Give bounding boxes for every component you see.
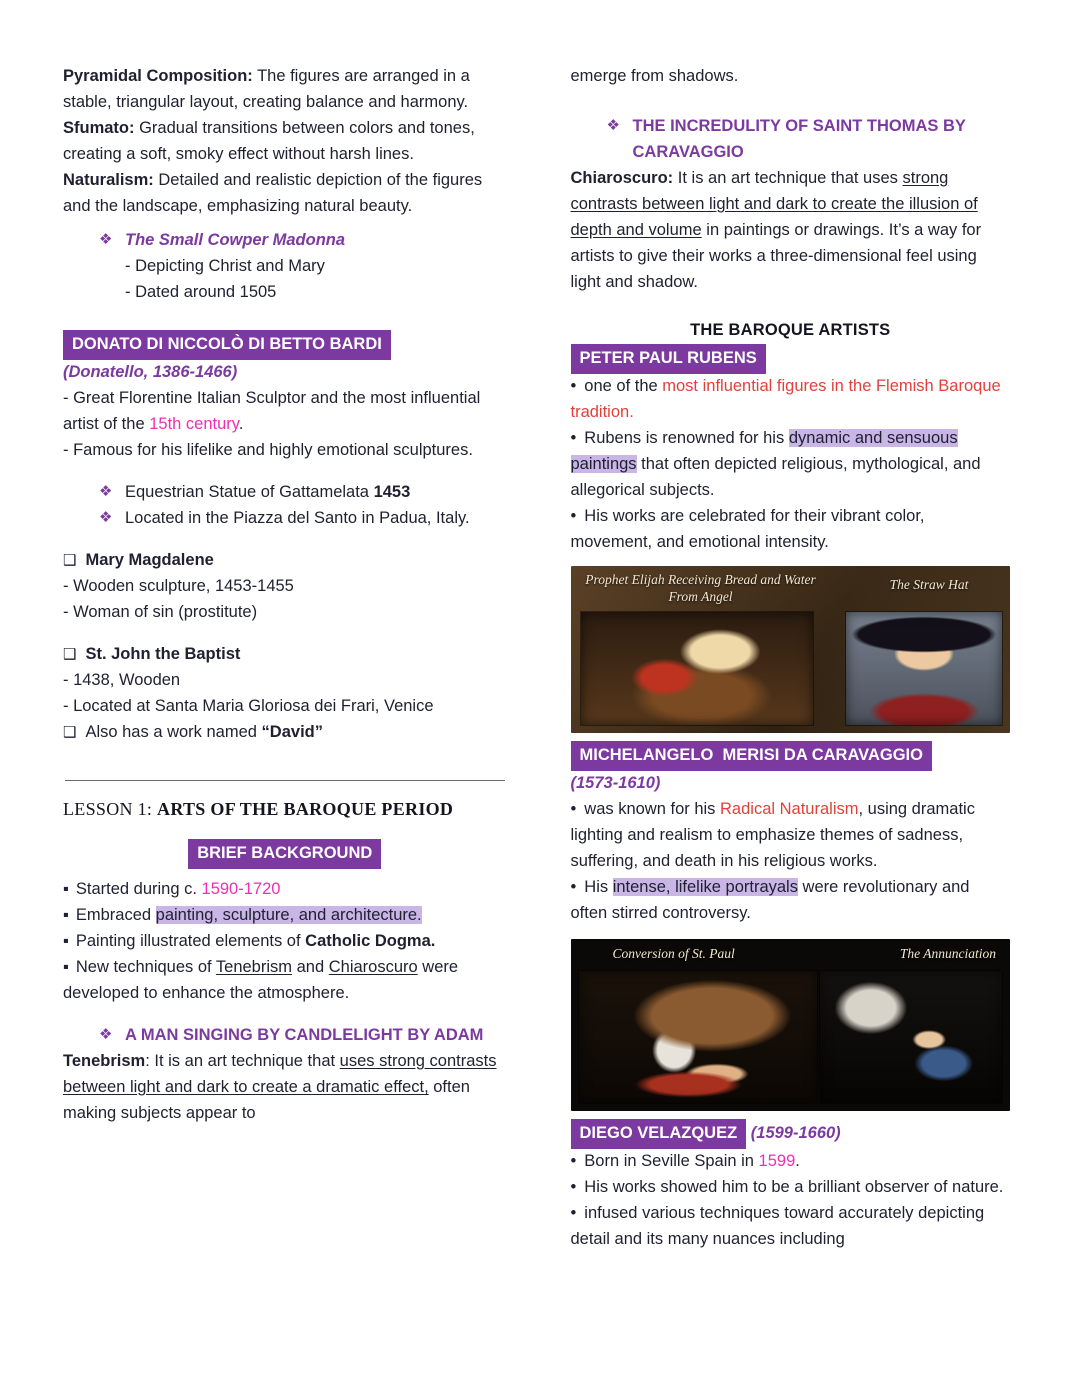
dot-bullet-icon: • — [570, 1203, 577, 1222]
donatello-header: DONATO DI NICCOLÒ DI BETTO BARDI — [63, 330, 391, 360]
incredulity-title: THE INCREDULITY OF SAINT THOMAS BY CARAVAGGIO — [632, 116, 966, 161]
velazquez-p1-period: . — [795, 1151, 800, 1170]
caravaggio-p1 — [571, 797, 1011, 875]
gattamelata-text: Equestrian Statue of Gattamelata — [125, 482, 374, 501]
gattamelata-year: 1453 — [373, 482, 411, 501]
annunciation-painting — [820, 971, 1002, 1103]
square-bullet-icon: ▪ — [63, 905, 69, 924]
fifteenth-century: 15th century — [149, 414, 239, 433]
velazquez-header: DIEGO VELAZQUEZ — [571, 1119, 747, 1149]
square-bullet-icon: ▪ — [63, 957, 69, 976]
lesson-label: LESSON 1: — [63, 798, 158, 819]
caravaggio-header: MICHELANGELO MERISI DA CARAVAGGIO — [571, 741, 932, 771]
bg3-bold: Catholic Dogma. — [305, 931, 436, 950]
right-column — [571, 64, 1011, 1253]
donatello-p2: - Famous for his lifelike and highly emotional sculptures. — [63, 440, 473, 459]
caravaggio-p2 — [571, 875, 1011, 927]
sfumato-text: Gradual transitions between colors and tones, creating a soft, smoky effect without harsh lines. — [63, 118, 475, 163]
rubens-p3-text: His works are celebrated for their vibrant color, movement, and emotional intensity. — [570, 506, 925, 551]
caravaggio-years: (1573-1610) — [570, 773, 661, 792]
caravaggio-paintings-figure — [571, 939, 1011, 1111]
gattamelata-location-item — [63, 506, 507, 532]
dot-bullet-icon: • — [570, 506, 577, 525]
bg2-highlight: painting, sculpture, and architecture. — [155, 905, 422, 924]
lesson-heading — [63, 795, 507, 823]
diamond-bullet-icon: ❖ — [606, 116, 620, 134]
brief-background-wrap — [63, 839, 507, 869]
elijah-caption: Prophet Elijah Receiving Bread and Water From Angel — [585, 571, 816, 605]
velazquez-p2 — [571, 1175, 1011, 1201]
bg-item-4 — [63, 955, 507, 1007]
velazquez-p3-text: infused various techniques toward accurately depicting detail and its many nuances including — [570, 1203, 985, 1248]
incredulity-item — [571, 114, 1011, 166]
rubens-p2-tail: that often depicted religious, mythological, and allegorical subjects. — [570, 454, 981, 499]
bg4-chiaroscuro: Chiaroscuro — [328, 957, 418, 976]
velazquez-header-wrap — [571, 1119, 1011, 1149]
bg4-tenebrism: Tenebrism — [215, 957, 293, 976]
mary-magdalene-title: Mary Magdalene — [85, 550, 214, 569]
madonna-list-item — [63, 228, 507, 306]
continuation-text: emerge from shadows. — [570, 67, 739, 85]
chiaroscuro-t1: It is an art technique that uses — [673, 168, 903, 187]
caravaggio-p2-highlight: intense, lifelike portrayals — [612, 877, 798, 896]
mary-p2: - Woman of sin (prostitute) — [63, 602, 258, 621]
straw-hat-caption: The Straw Hat — [889, 576, 969, 592]
checkbox-icon: ❑ — [63, 723, 77, 741]
tenebrism-t2: often making subjects appear to — [63, 1077, 470, 1122]
caravaggio-p2-tail: were revolutionary and often stirred controversy. — [570, 877, 970, 922]
term-pyramidal: Pyramidal Composition: — [63, 67, 253, 85]
velazquez-p3 — [571, 1201, 1011, 1253]
mary-magdalene-item — [63, 548, 507, 574]
caravaggio-p1-tail: , using dramatic lighting and realism to emphasize themes of sadness, suffering, and death in his religious works. — [570, 799, 975, 870]
term-naturalism: Naturalism: — [63, 170, 154, 189]
square-bullet-icon: ▪ — [63, 931, 69, 950]
donatello-years: (Donatello, 1386-1466) — [63, 362, 238, 381]
madonna-title: The Small Cowper Madonna — [125, 230, 346, 249]
diamond-bullet-icon: ❖ — [99, 508, 113, 526]
chiaroscuro-underlined: strong contrasts between light and dark to create the illusion of depth and volume — [570, 168, 978, 239]
section-divider — [65, 780, 505, 781]
mary-p1: - Wooden sculpture, 1453-1455 — [63, 576, 294, 595]
gattamelata-body — [125, 480, 507, 506]
candlelight-item — [63, 1023, 507, 1049]
dot-bullet-icon: • — [570, 428, 577, 447]
donatello-p1 — [63, 386, 507, 438]
tenebrism-term: Tenebrism — [63, 1051, 146, 1070]
velazquez-p1-text: Born in Seville Spain in — [584, 1151, 759, 1170]
tenebrism-underlined: uses strong contrasts between light and dark to create a dramatic effect, — [63, 1051, 497, 1096]
velazquez-years: (1599-1660) — [746, 1123, 841, 1142]
bg1-text: Started during c. — [75, 879, 202, 898]
naturalism-text: Detailed and realistic depiction of the figures and the landscape, emphasizing natural beauty. — [63, 170, 483, 215]
rubens-p1-red: most influential figures in the Flemish Baroque tradition. — [570, 376, 1001, 421]
pyramidal-composition-para — [63, 64, 507, 116]
sfumato-para — [63, 116, 507, 168]
rubens-p3 — [571, 504, 1011, 556]
bg1-dates: 1590-1720 — [201, 879, 281, 898]
checkbox-icon: ❑ — [63, 645, 77, 663]
dot-bullet-icon: • — [570, 376, 577, 395]
square-bullet-icon: ▪ — [63, 879, 69, 898]
straw-hat-painting — [846, 612, 1002, 725]
naturalism-para — [63, 168, 507, 220]
velazquez-p2-text: His works showed him to be a brilliant observer of nature. — [584, 1177, 1004, 1196]
rubens-p2 — [571, 426, 1011, 504]
tenebrism-definition — [63, 1049, 507, 1127]
david-name: “David” — [261, 722, 323, 741]
madonna-body — [125, 228, 507, 306]
donatello-p1-text: - Great Florentine Italian Sculptor and the most influential artist of the — [63, 388, 481, 433]
diamond-bullet-icon: ❖ — [99, 482, 113, 500]
dot-bullet-icon: • — [570, 877, 577, 896]
term-sfumato: Sfumato: — [63, 118, 135, 137]
dot-bullet-icon: • — [570, 1177, 577, 1196]
bg4-text: New techniques of — [75, 957, 216, 976]
caravaggio-p2-text: His — [584, 877, 613, 896]
st-john-p1: - 1438, Wooden — [63, 670, 181, 689]
bg-item-2 — [63, 903, 507, 929]
lesson-title: ARTS OF THE BAROQUE PERIOD — [157, 798, 454, 819]
bg4-and: and — [292, 957, 329, 976]
velazquez-birth-year: 1599 — [758, 1151, 796, 1170]
left-column — [63, 64, 507, 1253]
tenebrism-t1: : It is an art technique that — [145, 1051, 340, 1070]
bg-item-3 — [63, 929, 507, 955]
brief-background-header: BRIEF BACKGROUND — [188, 839, 381, 869]
bg4-tail: were developed to enhance the atmosphere. — [63, 957, 459, 1002]
bg3-text: Painting illustrated elements of — [75, 931, 306, 950]
rubens-header-wrap — [571, 344, 1011, 374]
caravaggio-p1-text: was known for his — [584, 799, 721, 818]
david-text: Also has a work named — [85, 722, 262, 741]
donatello-p1-period: . — [238, 414, 244, 433]
rubens-p1 — [571, 374, 1011, 426]
candlelight-title: A MAN SINGING BY CANDLELIGHT BY ADAM — [125, 1025, 484, 1044]
caravaggio-header-wrap — [571, 741, 1011, 771]
chiaroscuro-t2: in paintings or drawings. It’s a way for artists to give their works a three-dimensional feel using light and shadow. — [570, 220, 982, 291]
rubens-header: PETER PAUL RUBENS — [571, 344, 766, 374]
conversion-painting — [579, 971, 817, 1103]
st-john-item — [63, 642, 507, 668]
checkbox-icon: ❑ — [63, 551, 77, 569]
donatello-header-wrap — [63, 330, 507, 360]
gattamelata-item — [63, 480, 507, 506]
velazquez-p1 — [571, 1149, 1011, 1175]
rubens-p1-text: one of the — [584, 376, 663, 395]
pyramidal-text: The figures are arranged in a stable, triangular layout, creating balance and harmony. — [63, 67, 470, 111]
rubens-p2-highlight: dynamic and sensuous paintings — [570, 428, 958, 473]
chiaroscuro-term: Chiaroscuro: — [570, 168, 674, 187]
dot-bullet-icon: • — [570, 1151, 577, 1170]
gattamelata-location-text: Located in the Piazza del Santo in Padua, Italy. — [125, 508, 470, 527]
annunciation-caption: The Annunciation — [899, 945, 996, 961]
bg-item-1 — [63, 877, 507, 903]
conversion-caption: Conversion of St. Paul — [612, 945, 735, 961]
rubens-p2-text: Rubens is renowned for his — [584, 428, 789, 447]
madonna-sub1: - Depicting Christ and Mary — [125, 256, 325, 275]
baroque-artists-header: THE BAROQUE ARTISTS — [690, 320, 891, 339]
david-item — [63, 720, 507, 746]
st-john-p2: - Located at Santa Maria Gloriosa dei Frari, Venice — [63, 696, 434, 715]
elijah-painting — [581, 612, 813, 725]
dot-bullet-icon: • — [570, 799, 577, 818]
rubens-paintings-figure — [571, 566, 1011, 733]
diamond-bullet-icon: ❖ — [99, 1025, 113, 1043]
bg2-text: Embraced — [75, 905, 156, 924]
radical-naturalism: Radical Naturalism — [720, 799, 859, 818]
st-john-title: St. John the Baptist — [85, 644, 241, 663]
diamond-bullet-icon: ❖ — [99, 230, 113, 248]
chiaroscuro-definition — [571, 166, 1011, 296]
madonna-sub2: - Dated around 1505 — [125, 282, 277, 301]
